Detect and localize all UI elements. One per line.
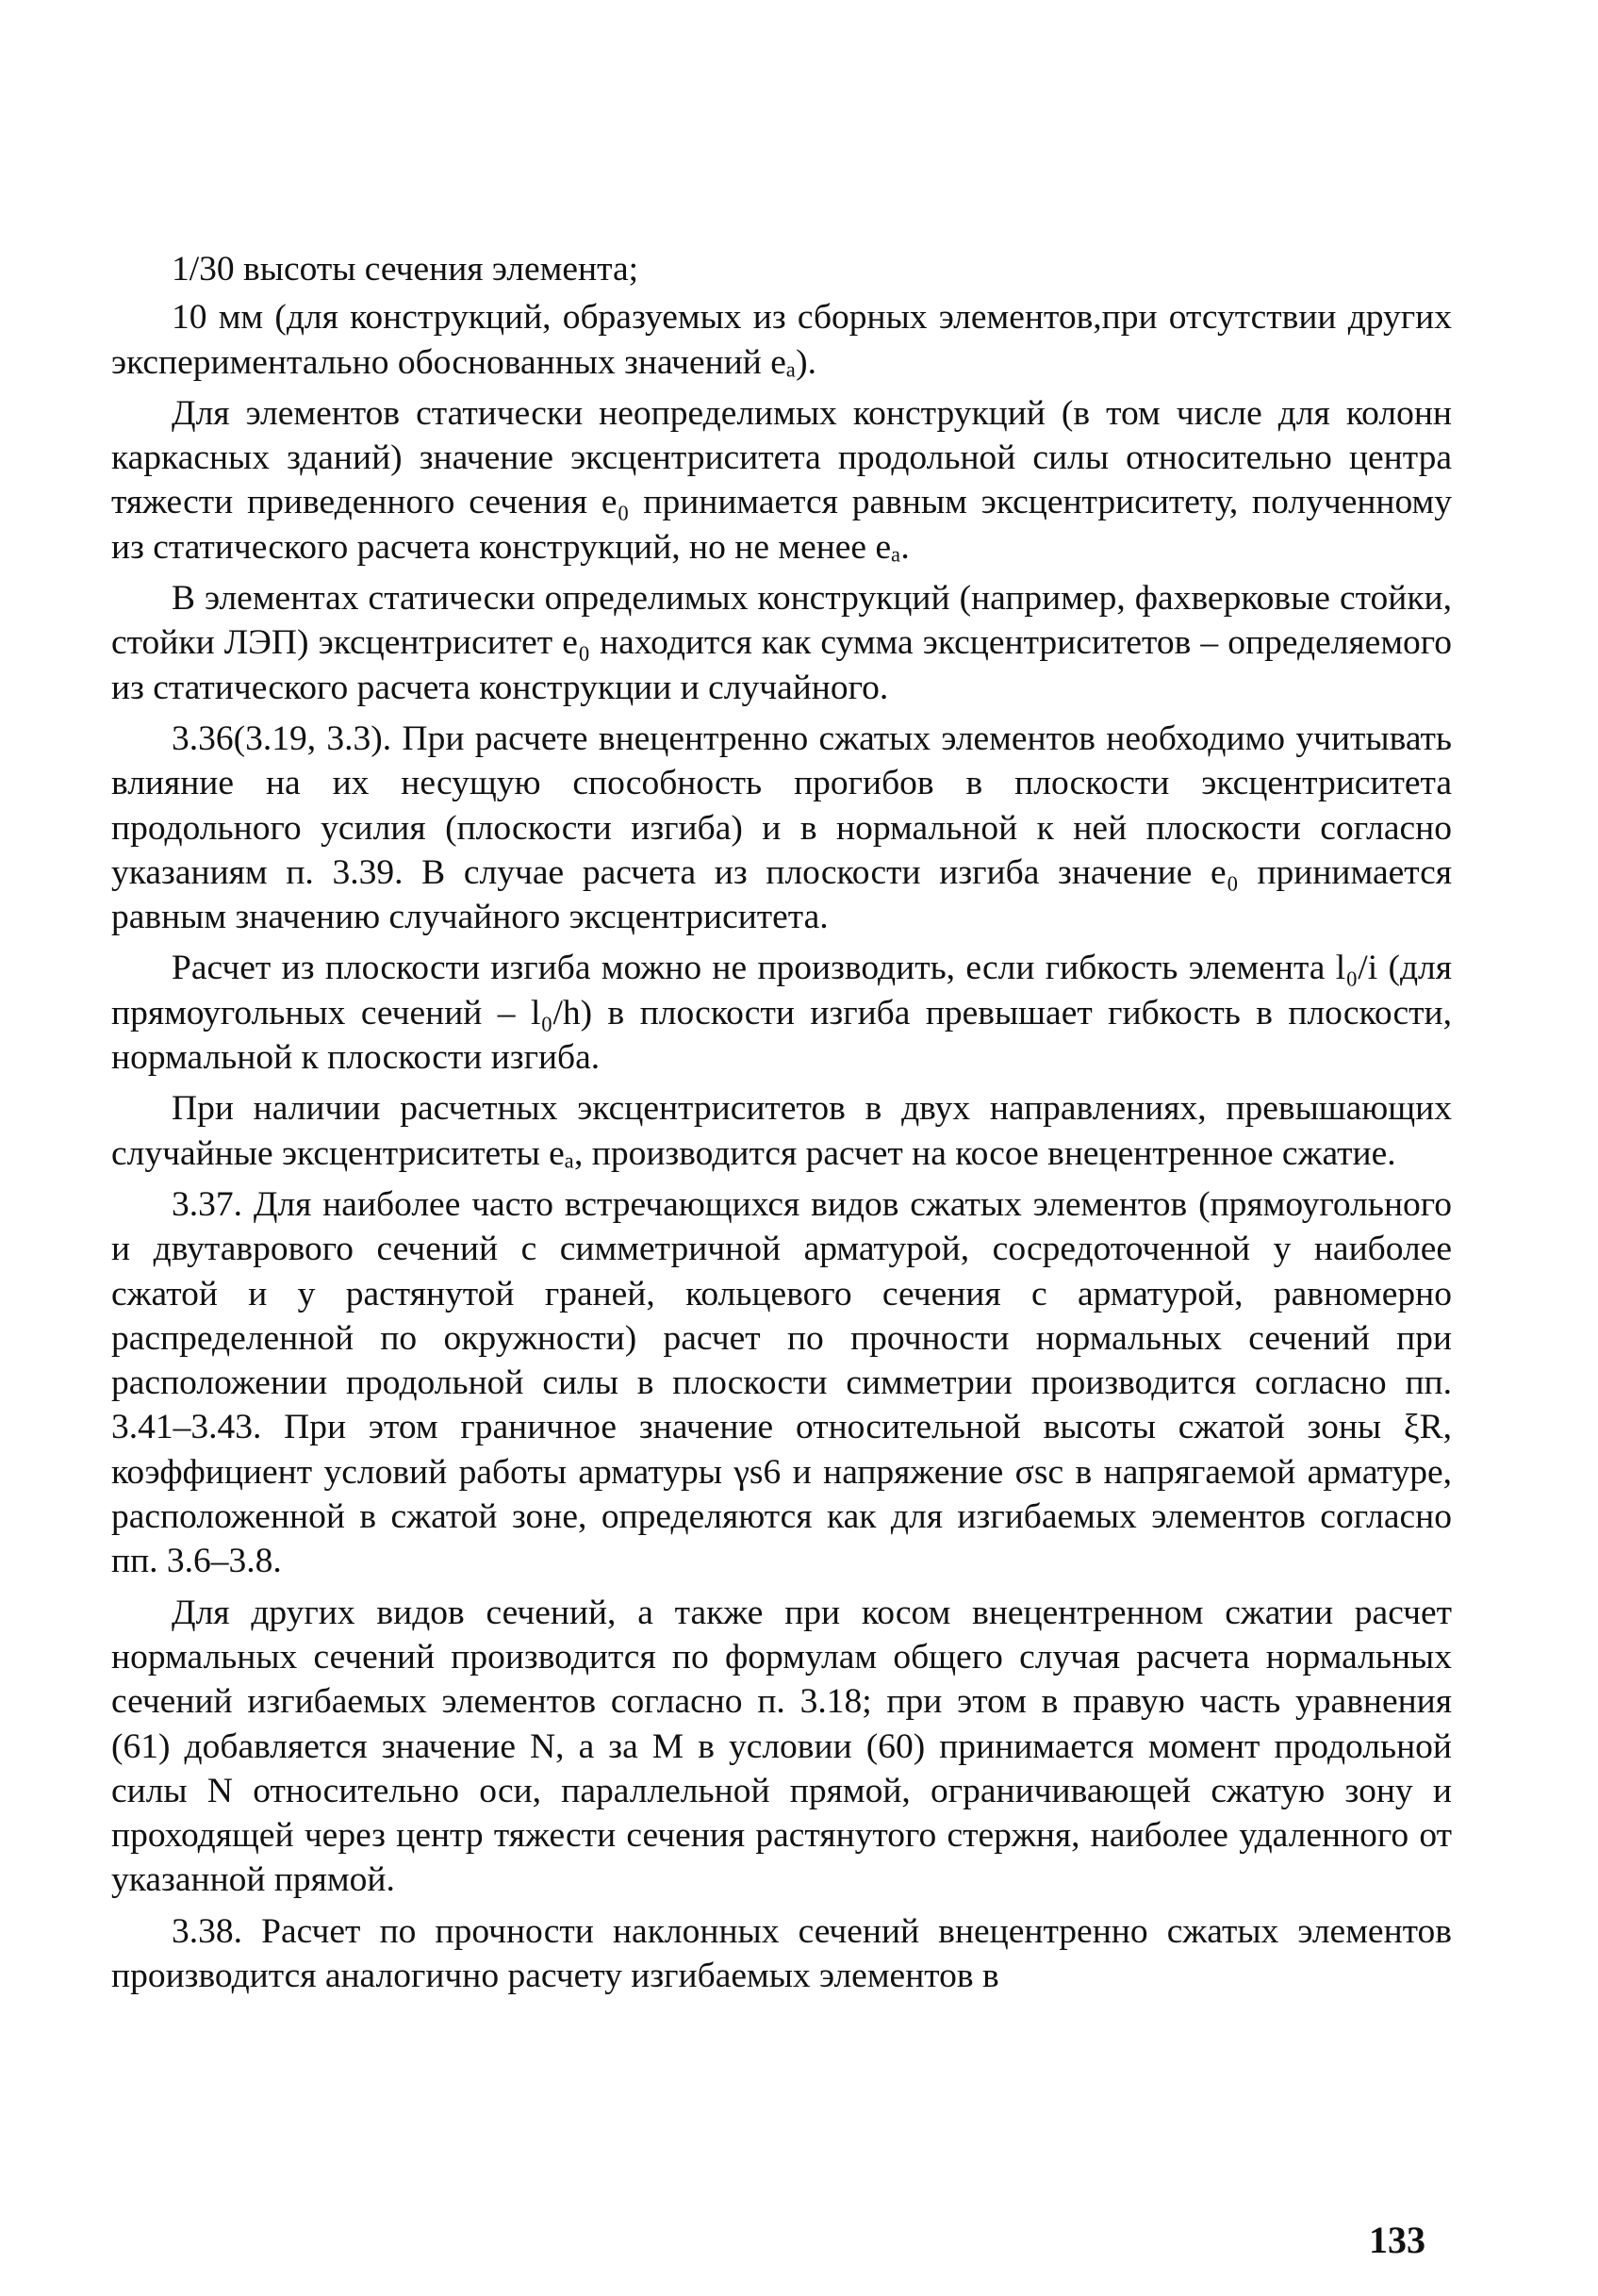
paragraph-4: В элементах статически определимых конструкций (например, фахверковые стойки, стойки ЛЭП) эксцентриситет e₀ находится как сумма эксцентриситетов – определяемого из статического расчета конструкции и случайного.	[111, 579, 1452, 707]
paragraph-8-section-3-37: 3.37. Для наиболее часто встречающихся видов сжатых элементов (прямоугольного и двутаврового сечений с симметричной арматурой, сосредоточенной у наиболее сжатой и у растянутой граней, кольцевого сечения с арматурой, равномерно распределенной по окружности) расчет по прочности нормальных сечений при расположении продольной силы в плоскости симметрии производится согласно пп. 3.41–3.43. При этом граничное значение относительной высоты сжатой зоны ξR, коэффициент условий работы арматуры γs6 и напряжение σsc в напрягаемой арматуре, расположенной в сжатой зоне, определяются как для изгибаемых элементов согласно пп. 3.6–3.8.	[111, 1184, 1452, 1581]
paragraph-7: При наличии расчетных эксцентриситетов в двух направлениях, превышающих случайные эксцентриситеты eₐ, производится расчет на косое внецентренное сжатие.	[111, 1089, 1452, 1173]
paragraph-3: Для элементов статически неопределимых конструкций (в том числе для колонн каркасных зданий) значение эксцентриситета продольной силы относительно центра тяжести приведенного сечения e₀ принимается равным эксцентриситету, полученному из статического расчета конструкций, но не менее eₐ.	[111, 393, 1452, 567]
paragraph-6: Расчет из плоскости изгиба можно не производить, если гибкость элемента l₀/i (для прямоугольных сечений – l₀/h) в плоскости изгиба превышает гибкость в плоскости, нормальной к плоскости изгиба.	[111, 949, 1452, 1078]
paragraph-2: 10 мм (для конструкций, образуемых из сборных элементов,при отсутствии других экспериментально обоснованных значений eₐ).	[111, 298, 1452, 382]
paragraph-5-section-3-36: 3.36(3.19, 3.3). При расчете внецентренно сжатых элементов необходимо учитывать влияние на их несущую способность прогибов в плоскости эксцентриситета продольного усилия (плоскости изгиба) и в нормальной к ней плоскости согласно указаниям п. 3.39. В случае расчета из плоскости изгиба значение e₀ принимается равным значению случайного эксцентриситета.	[111, 719, 1452, 937]
paragraph-10-section-3-38: 3.38. Расчет по прочности наклонных сечений внецентренно сжатых элементов производится аналогично расчету изгибаемых элементов в	[111, 1911, 1452, 1995]
page-body	[111, 247, 1452, 2005]
paragraph-1: 1/30 высоты сечения элемента;	[172, 250, 639, 289]
paragraph-9: Для других видов сечений, а также при косом внецентренном сжатии расчет нормальных сечений производится по формулам общего случая расчета нормальных сечений изгибаемых элементов согласно п. 3.18; при этом в правую часть уравнения (61) добавляется значение N, а за M в условии (60) принимается момент продольной силы N относительно оси, параллельной прямой, ограничивающей сжатую зону и проходящей через центр тяжести сечения растянутого стержня, наиболее удаленного от указанной прямой.	[111, 1593, 1452, 1900]
page-number: 133	[1369, 2219, 1425, 2261]
